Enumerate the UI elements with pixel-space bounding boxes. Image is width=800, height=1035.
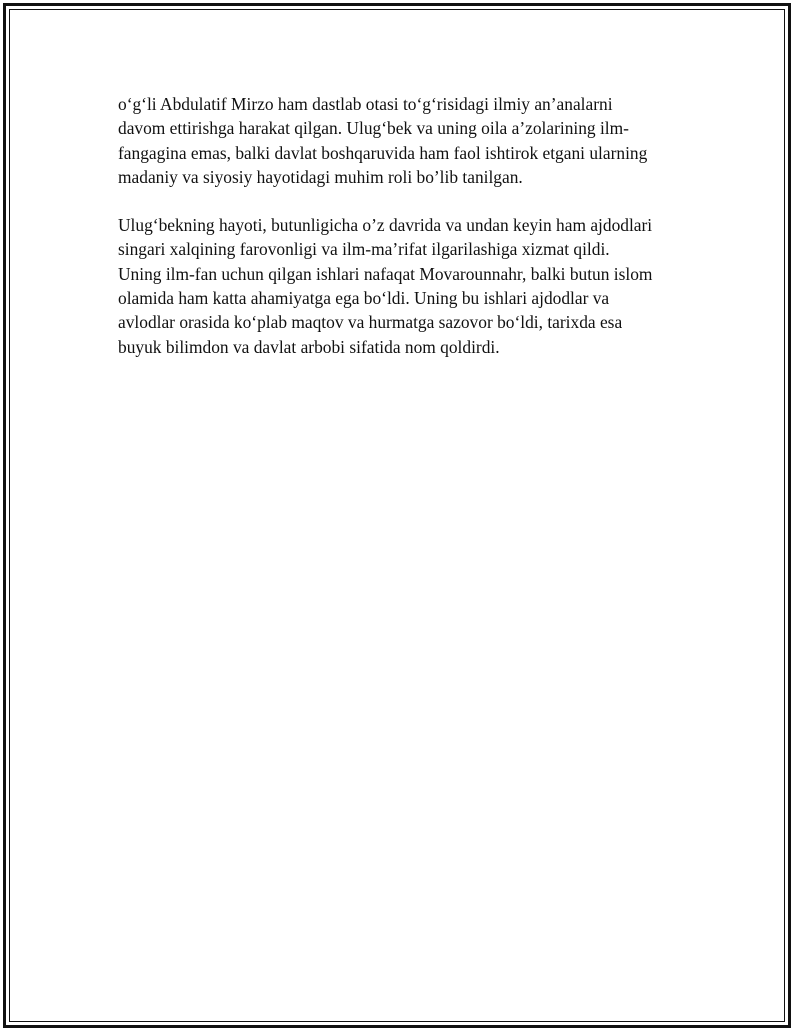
document-body — [118, 92, 698, 383]
paragraph-line: davom ettirishga harakat qilgan. Ulug‘bek va uning oila a’zolarining ilm- — [118, 118, 629, 139]
paragraph-line: singari xalqining farovonligi va ilm-ma’rifat ilgarilashiga xizmat qildi. — [118, 239, 610, 260]
paragraph-line: olamida ham katta ahamiyatga ega bo‘ldi. Uning bu ishlari ajdodlar va — [118, 288, 610, 309]
paragraph-1 — [118, 92, 698, 189]
paragraph-2 — [118, 213, 698, 359]
paragraph-line: Ulug‘bekning hayoti, butunligicha o’z davrida va undan keyin ham ajdodlari — [118, 215, 653, 236]
paragraph-line: avlodlar orasida ko‘plab maqtov va hurmatga sazovor bo‘ldi, tarixda esa — [118, 312, 623, 333]
paragraph-line: buyuk bilimdon va davlat arbobi sifatida nom qoldirdi. — [118, 336, 500, 357]
paragraph-line: madaniy va siyosiy hayotidagi muhim roli bo’lib tanilgan. — [118, 166, 523, 187]
paragraph-line: o‘g‘li Abdulatif Mirzo ham dastlab otasi to‘g‘risidagi ilmiy an’analarni — [118, 94, 613, 114]
paragraph-line: fangagina emas, balki davlat boshqaruvida ham faol ishtirok etgani ularning — [118, 142, 648, 163]
paragraph-line: Uning ilm-fan uchun qilgan ishlari nafaqat Movarounnahr, balki butun islom — [118, 263, 653, 284]
